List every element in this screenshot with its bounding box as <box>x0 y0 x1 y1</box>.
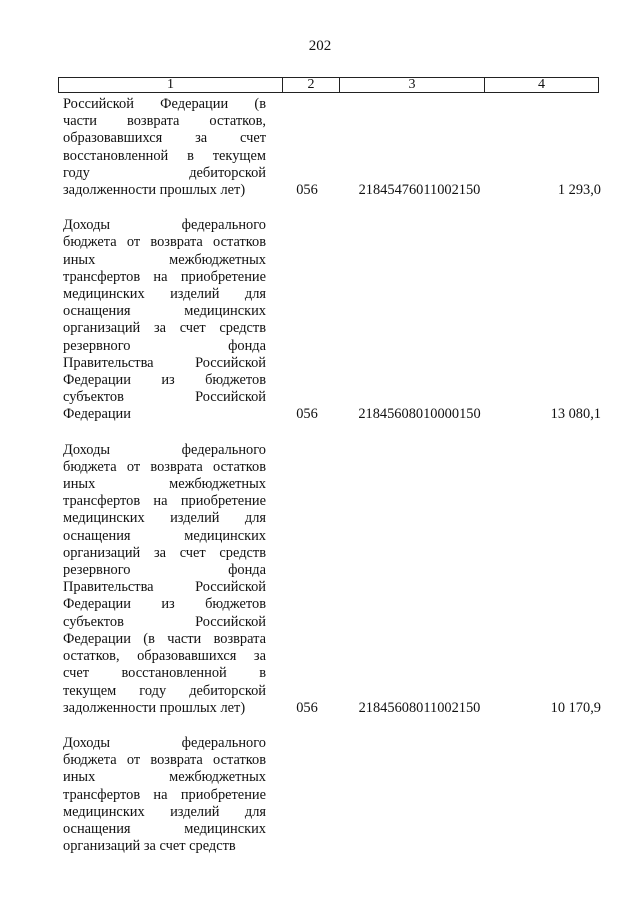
description-line: восстановленной в текущем <box>63 147 266 164</box>
table-body <box>63 96 601 855</box>
description-line: задолженности прошлых лет) <box>63 182 246 199</box>
description-line: части возврата остатков, <box>63 113 266 130</box>
row-admin-code: 056 <box>296 699 318 716</box>
description-line: резервного фонда <box>63 562 266 579</box>
row-admin-code: 056 <box>296 182 318 199</box>
description-line: организаций за счет средств <box>63 320 266 337</box>
row-description <box>63 442 266 717</box>
table-header-row <box>58 77 599 93</box>
description-line: медицинских изделий для <box>63 510 266 527</box>
description-line: Федерации <box>63 406 131 423</box>
description-line: медицинских изделий для <box>63 803 266 820</box>
description-line: Правительства Российской <box>63 354 266 371</box>
row-amount: 1 293,0 <box>557 182 601 199</box>
description-line: оснащения медицинских <box>63 527 266 544</box>
description-line: организаций за счет средств <box>63 544 266 561</box>
description-line: оснащения медицинских <box>63 820 266 837</box>
description-line: трансфертов на приобретение <box>63 268 266 285</box>
description-line: Доходы федерального <box>63 734 266 751</box>
description-line: Федерации из бюджетов <box>63 372 266 389</box>
description-line: задолженности прошлых лет) <box>63 699 246 716</box>
description-line: трансфертов на приобретение <box>63 493 266 510</box>
row-amount: 13 080,1 <box>550 406 601 423</box>
row-budget-code: 21845608010000150 <box>358 406 481 423</box>
table-row <box>63 217 601 423</box>
description-line: бюджета от возврата остатков <box>63 752 266 769</box>
column-header-4: 4 <box>538 77 545 92</box>
row-amount: 10 170,9 <box>550 699 601 716</box>
description-line: трансфертов на приобретение <box>63 786 266 803</box>
description-line: образовавшихся за счет <box>63 130 266 147</box>
row-budget-code: 21845608011002150 <box>358 699 481 716</box>
column-header-1: 1 <box>59 78 283 92</box>
description-line: организаций за счет средств <box>63 838 236 855</box>
description-line: Правительства Российской <box>63 579 266 596</box>
description-line: Доходы федерального <box>63 441 266 458</box>
description-line: остатков, образовавшихся за <box>63 648 266 665</box>
description-line: Доходы федерального <box>63 217 266 234</box>
description-line: субъектов Российской <box>63 613 266 630</box>
row-description <box>63 96 266 199</box>
description-line: иных межбюджетных <box>63 251 266 268</box>
column-header-2: 2 <box>283 78 340 92</box>
description-line: резервного фонда <box>63 337 266 354</box>
description-line: счет восстановленной в <box>63 665 266 682</box>
description-line: бюджета от возврата остатков <box>63 234 266 251</box>
description-line: Федерации (в части возврата <box>63 630 266 647</box>
description-line: текущем году дебиторской <box>63 682 266 699</box>
page-number: 202 <box>308 38 332 54</box>
description-line: Федерации из бюджетов <box>63 596 266 613</box>
row-description <box>63 217 266 423</box>
table-row <box>63 442 601 717</box>
column-header-3: 3 <box>340 78 485 92</box>
description-line: оснащения медицинских <box>63 303 266 320</box>
description-line: бюджета от возврата остатков <box>63 458 266 475</box>
description-line: Российской Федерации (в <box>63 96 266 112</box>
description-line: году дебиторской <box>63 164 266 181</box>
description-line: медицинских изделий для <box>63 286 266 303</box>
row-description <box>63 735 266 855</box>
row-admin-code: 056 <box>296 406 318 423</box>
description-line: иных межбюджетных <box>63 769 266 786</box>
description-line: субъектов Российской <box>63 389 266 406</box>
table-row <box>63 735 601 855</box>
row-budget-code: 21845476011002150 <box>358 182 481 199</box>
table-row <box>63 96 601 199</box>
description-line: иных межбюджетных <box>63 476 266 493</box>
